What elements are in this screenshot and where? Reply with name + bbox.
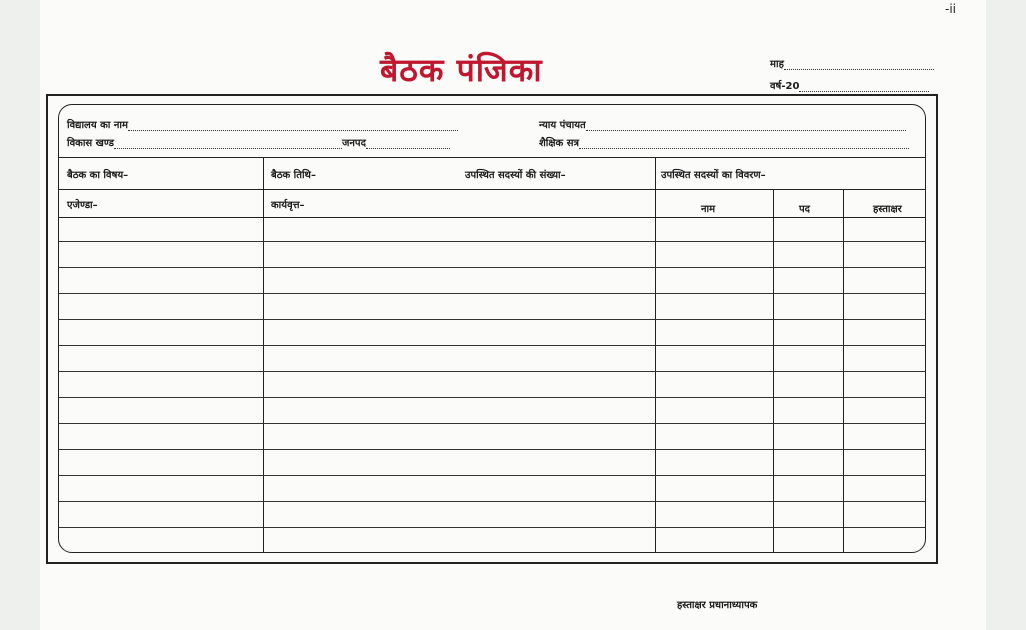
signature-column-header: हस्ताक्षर <box>873 204 902 215</box>
table-row[interactable] <box>59 527 925 528</box>
nyay-panchayat-blank[interactable] <box>586 120 906 131</box>
year-label: वर्ष-20 <box>770 81 800 92</box>
register-sheet <box>40 0 986 630</box>
shaikshik-satra-blank[interactable] <box>579 138 909 149</box>
nyay-panchayat-field <box>539 117 906 131</box>
janpad-label: जनपद <box>341 138 366 149</box>
nyay-panchayat-label: न्याय पंचायत <box>539 120 586 131</box>
vikas-khand-blank[interactable] <box>114 138 342 149</box>
minutes-label: कार्यवृत्त– <box>271 200 305 211</box>
year-field <box>770 78 929 92</box>
register-frame <box>46 94 938 564</box>
vikas-khand-label: विकास खण्ड <box>67 138 114 149</box>
table-row[interactable] <box>59 267 925 268</box>
post-column-header: पद <box>799 204 810 215</box>
table-row[interactable] <box>59 423 925 424</box>
school-name-label: विद्यालय का नाम <box>67 120 128 131</box>
school-name-field <box>67 117 458 131</box>
shaikshik-satra-field <box>539 135 909 149</box>
meeting-subject-label: बैठक का विषय– <box>67 170 129 181</box>
month-label: माह <box>770 59 784 70</box>
table-row[interactable] <box>59 475 925 476</box>
name-column-header: नाम <box>701 204 716 215</box>
members-details-label: उपस्थित सदस्यों का विवरण– <box>661 170 766 181</box>
shaikshik-satra-label: शैक्षिक सत्र <box>539 138 580 149</box>
header-divider <box>59 157 925 158</box>
month-blank[interactable] <box>784 59 934 70</box>
table-row[interactable] <box>59 371 925 372</box>
janpad-blank[interactable] <box>366 138 450 149</box>
register-table <box>58 104 926 553</box>
meeting-date-label: बैठक तिथि– <box>271 170 316 181</box>
table-row[interactable] <box>59 241 925 242</box>
table-row[interactable] <box>59 501 925 502</box>
month-field <box>770 56 934 70</box>
col-divider-2 <box>655 157 656 552</box>
year-blank[interactable] <box>799 81 929 92</box>
table-row[interactable] <box>59 293 925 294</box>
table-row[interactable] <box>59 345 925 346</box>
agenda-label: एजेण्डा– <box>67 200 98 211</box>
vikas-khand-field <box>67 135 450 149</box>
corner-mark: -ii <box>945 2 956 16</box>
column-header-divider <box>59 217 925 218</box>
members-count-label: उपस्थित सदस्यों की संख्या– <box>465 170 566 181</box>
table-row[interactable] <box>59 449 925 450</box>
table-row[interactable] <box>59 319 925 320</box>
school-name-blank[interactable] <box>128 120 458 131</box>
table-row[interactable] <box>59 397 925 398</box>
principal-signature-label: हस्ताक्षर प्रधानाध्यापक <box>677 600 758 611</box>
col-divider-1 <box>263 157 264 552</box>
subheader-divider <box>59 189 925 190</box>
register-title: बैठक पंजिका <box>380 51 543 89</box>
